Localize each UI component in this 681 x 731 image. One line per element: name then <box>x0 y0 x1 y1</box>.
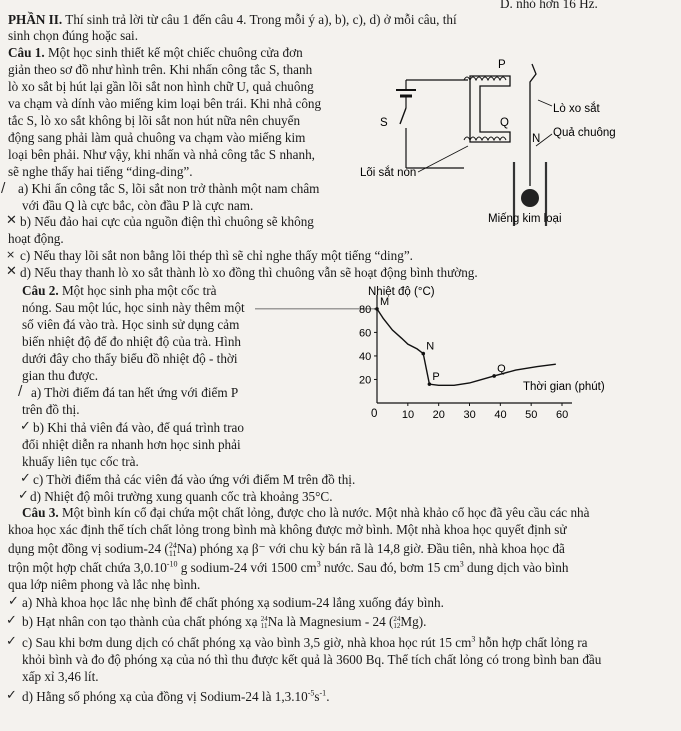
y-tick-label: 60 <box>359 327 372 340</box>
q3-text-1: Một bình kín cổ đại chứa một chất lỏng, được cho là nước. Một nhà khảo cổ học đã yêu cầu các nhà <box>61 505 590 520</box>
y-tick-label: 20 <box>359 374 372 387</box>
q1-text-7: sẽ nghe thấy hai tiếng “ding-ding”. <box>8 164 193 179</box>
exponent: 3 <box>471 634 476 644</box>
q3-title: Câu 3. <box>22 505 59 520</box>
label-p: P <box>498 59 506 71</box>
handwritten-mark: / <box>18 384 23 399</box>
mg-mass-number: 24 <box>393 614 401 623</box>
point-label-p: P <box>432 371 440 384</box>
bell-ball <box>521 189 539 207</box>
q3-text-4b: g sodium-24 với 1500 cm <box>177 560 317 575</box>
q1-title: Câu 1. <box>8 45 45 60</box>
q2-title: Câu 2. <box>22 283 59 298</box>
q2-text-2: số viên đá vào trà. Học sinh sử dụng cảm <box>22 317 240 332</box>
part-heading <box>8 12 457 29</box>
iron-spring-strip <box>530 64 536 186</box>
check-mark: ✓ <box>8 594 19 609</box>
label-n: N <box>532 133 541 145</box>
cross-mark: ✕ <box>6 264 17 279</box>
exponent: -1 <box>319 688 327 698</box>
part-intro: Thí sinh trả lời từ câu 1 đến câu 4. Trong mỗi ý a), b), c), d) ở mỗi câu, thí <box>65 12 457 27</box>
q3-text-4 <box>8 560 569 577</box>
na-atomic-number: 11 <box>168 548 177 558</box>
q3-text-3b: ) phóng xạ β⁻ với chu kỳ bán rã là 14,8 giờ. Đầu tiên, nhà khoa học đã <box>192 541 565 556</box>
q2-text-3: biến nhiệt độ để đo nhiệt độ của trà. Hình <box>22 334 242 349</box>
x-tick-label: 20 <box>432 409 445 421</box>
q3-text-3 <box>8 541 565 558</box>
switch-lever <box>400 108 406 124</box>
chart-ylabel: Nhiệt độ (°C) <box>368 286 435 298</box>
q1-option-b-2: hoạt động. <box>8 231 64 246</box>
temperature-time-chart <box>255 283 680 433</box>
q2-option-c: c) Thời điểm thả các viên đá vào ứng với điểm M trên đồ thị. <box>33 472 356 487</box>
part-title: PHẦN II. <box>8 12 63 27</box>
q2-option-b-3: khuấy liên tục cốc trà. <box>22 454 139 469</box>
q3-text-3a: dụng một đồng vị sodium-24 ( <box>8 541 169 556</box>
q1-text-0: Một học sinh thiết kế một chiếc chuông cửa đơn <box>47 45 303 60</box>
q2-text-0: Một học sinh pha một cốc trà <box>61 283 217 298</box>
q3-option-c-3: xấp xỉ 3,46 lít. <box>22 669 99 684</box>
check-mark: ✓ <box>6 613 17 628</box>
point-label-m: M <box>380 295 390 308</box>
q2-option-b-2: đổi nhiệt diễn ra nhanh hơn học sinh phải <box>22 437 241 452</box>
q3-option-c-2: khỏi bình và đo độ phóng xạ của nó thì thu được kết quả là 3600 Bq. Thể tích chất lỏng có trong bình ban đầu <box>22 652 602 667</box>
q3-option-a: a) Nhà khoa học lắc nhẹ bình để chất phóng xạ sodium-24 lắng xuống đáy bình. <box>22 595 444 610</box>
q3-option-c-1a: c) Sau khi bơm dung dịch có chất phóng xạ vào bình 3,5 giờ, nhà khoa học rút 15 cm <box>22 635 472 650</box>
q3-option-b-sym: Na là Magnesium - 24 ( <box>267 614 394 629</box>
q1-text-6: loại bên phải. Như vậy, khi nhấn và nhả công tắc S nhanh, <box>8 147 315 162</box>
q3-option-d-b: s <box>314 689 320 704</box>
x-tick-label: 50 <box>525 409 538 421</box>
mg-atomic-number: 12 <box>393 621 401 630</box>
point-q <box>492 374 496 378</box>
point-label-n: N <box>426 340 435 353</box>
label-core: Lõi sắt non <box>360 167 417 179</box>
q1-text-2: lò xo sắt bị hút lại gần lõi sắt non hình chữ U, quả chuông <box>8 79 314 94</box>
point-label-q: Q <box>497 362 506 375</box>
q1-option-a-2: với đầu Q là cực bắc, còn đầu P là cực nam. <box>22 198 254 213</box>
q1-text-1: giản theo sơ đồ như hình trên. Khi nhấn công tắc S, thanh <box>8 62 313 77</box>
temperature-line <box>377 309 556 385</box>
check-mark: ✓ <box>6 688 17 703</box>
q2-option-a-2: trên đồ thị. <box>22 402 80 417</box>
na-mass-number: 24 <box>168 540 177 550</box>
point-m <box>375 307 379 311</box>
exponent: 3 <box>316 559 321 569</box>
na-mass-number: 24 <box>260 614 268 623</box>
q2-text-4: dưới đây cho thấy biểu đồ nhiệt độ - thời <box>22 351 238 366</box>
q1-option-c: c) Nếu thay lõi sắt non bằng lõi thép thì sẽ chỉ nghe thấy một tiếng “ding”. <box>20 248 413 263</box>
q1-option-a-1: a) Khi ấn công tắc S, lõi sắt non trở thành một nam châm <box>18 181 320 196</box>
q3-option-c-1b: hỗn hợp chất lỏng ra <box>475 635 588 650</box>
chart-xlabel: Thời gian (phút) <box>523 381 605 393</box>
q3-option-b-a: b) Hạt nhân con tạo thành của chất phóng xạ <box>22 614 261 629</box>
q2-line-1 <box>22 283 217 300</box>
check-mark: ✓ <box>20 471 31 486</box>
q1-option-d: d) Nếu thay thanh lò xo sắt thành lò xo đồng thì chuông vẫn sẽ hoạt động bình thường. <box>20 265 478 280</box>
part-intro-2: sinh chọn đúng hoặc sai. <box>8 28 139 43</box>
na-atomic-number: 11 <box>260 621 268 630</box>
leader-line <box>538 100 552 106</box>
top-right-option: D. nhỏ hơn 16 Hz. <box>500 0 598 11</box>
cross-mark: ✕ <box>6 213 17 228</box>
q2-option-d: d) Nhiệt độ môi trường xung quanh cốc trà khoảng 35°C. <box>30 489 333 504</box>
q3-option-d-c: . <box>326 689 330 704</box>
q3-text-4c: nước. Sau đó, bơm 15 cm <box>320 560 460 575</box>
exponent: -5 <box>307 688 315 698</box>
q3-text-2: khoa học xác định thể tích chất lỏng trong bình mà không được mở bình. Một nhà khoa học quyết định sử <box>8 522 567 537</box>
q1-text-3: va chạm và dính vào miếng kim loại bên trái. Khi nhả công <box>8 96 322 111</box>
na-symbol: Na <box>176 541 193 556</box>
check-mark: ✓ <box>6 634 17 649</box>
q3-line-1 <box>22 505 590 522</box>
u-shaped-iron-core <box>470 76 510 142</box>
x-tick-label: 10 <box>401 409 415 421</box>
q1-option-b-1: b) Nếu đảo hai cực của nguồn điện thì chuông sẽ không <box>20 214 314 229</box>
label-bell: Quả chuông <box>553 127 616 139</box>
exponent: 3 <box>459 559 464 569</box>
check-mark: ✓ <box>18 488 29 503</box>
q3-option-c-1 <box>22 635 588 652</box>
point-p <box>428 382 432 386</box>
label-metal: Miếng kim loại <box>488 213 562 225</box>
q3-text-4a: trộn một hợp chất chứa 3,0.10 <box>8 560 167 575</box>
q1-text-5: động sang phải làm quả chuông va chạm vào miếng kim <box>8 130 306 145</box>
point-n <box>421 352 425 356</box>
q3-text-5: qua lớp niêm phong và lắc nhẹ bình. <box>8 577 201 592</box>
y-tick-label: 80 <box>359 303 372 316</box>
q1-line-1 <box>8 45 303 62</box>
exponent: -10 <box>166 559 178 569</box>
chart-origin-label: 0 <box>371 408 378 420</box>
q1-text-4: tắc S, lò xo sắt không bị lõi sắt non hút nữa nên chuyển <box>8 113 301 128</box>
q3-option-b-sym2: Mg). <box>400 614 427 629</box>
y-tick-label: 40 <box>359 350 372 363</box>
q2-text-5: gian thu được. <box>22 368 99 383</box>
q2-option-a-1: a) Thời điểm đá tan hết ứng với điểm P <box>31 385 239 400</box>
q2-text-1: nóng. Sau một lúc, học sinh này thêm một <box>22 300 245 315</box>
cross-mark: ⨯ <box>6 248 16 261</box>
q2-option-b-1: b) Khi thả viên đá vào, để quá trình trao <box>33 420 244 435</box>
doorbell-diagram <box>360 50 680 235</box>
x-tick-label: 40 <box>494 409 507 421</box>
q3-option-d-a: d) Hằng số phóng xạ của đồng vị Sodium-24 là 1,3.10 <box>22 689 308 704</box>
label-spring: Lò xo sắt <box>553 103 600 115</box>
handwritten-mark: / <box>1 181 6 196</box>
x-tick-label: 60 <box>556 409 569 421</box>
q3-option-b <box>22 614 426 631</box>
check-mark: ✓ <box>20 419 31 434</box>
q3-text-4d: dung dịch vào bình <box>463 560 569 575</box>
label-q: Q <box>500 117 509 129</box>
q3-option-d <box>22 689 329 706</box>
x-tick-label: 30 <box>463 409 476 421</box>
label-s: S <box>380 117 388 129</box>
